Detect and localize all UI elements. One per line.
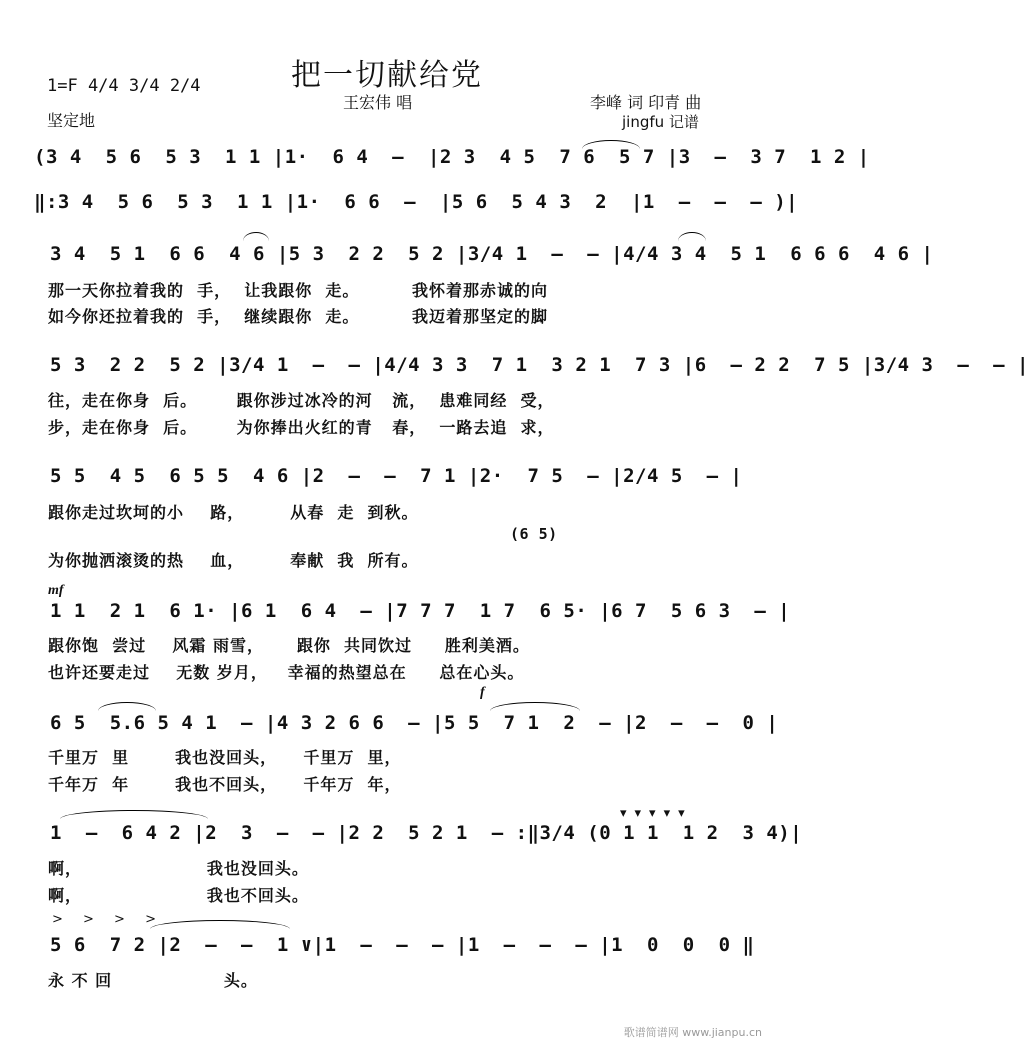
slur <box>98 702 156 711</box>
score-line-1: (3 4 5 6 5 3 1 1 |1· 6 4 – |2 3 4 5 7 6 5 7 |3 – 3 7 1 2 | <box>34 146 870 168</box>
lyrics-line-9: 永 不 回 头。 <box>48 971 258 990</box>
lyrics-line-7-verse-2: 千年万 年 我也不回头， 千年万 年， <box>48 775 402 794</box>
score-line-7: 6 5 5.6 5 4 1 – |4 3 2 6 6 – |5 5 7 1 2 – |2 – – 0 | <box>50 712 779 734</box>
key-signature: 1=F 4/4 3/4 2/4 <box>47 76 201 96</box>
dynamic-mf: mf <box>48 583 64 598</box>
watermark: 歌谱简谱网 www.jianpu.cn <box>623 1026 762 1039</box>
lyrics-line-6-verse-1: 跟你饱 尝过 风霜 雨雪， 跟你 共同饮过 胜利美酒。 <box>48 636 530 655</box>
score-line-8: 1 – 6 4 2 |2 3 – – |2 2 5 2 1 – :‖3/4 (0 1 1 1 2 3 4)| <box>50 822 803 844</box>
lyrics-line-8-verse-1: 啊， 我也没回头。 <box>48 859 309 878</box>
slur <box>243 232 269 241</box>
tie <box>60 810 208 819</box>
lyrics-line-3-verse-2: 如今你还拉着我的 手， 继续跟你 走。 我迈着那坚定的脚 <box>48 307 548 326</box>
transcriber-credit: jingfu 记谱 <box>622 113 699 131</box>
score-line-4: 5 3 2 2 5 2 |3/4 1 – – |4/4 3 3 7 1 3 2 1 7 3 |6 – 2 2 7 5 |3/4 3 – – | <box>50 354 1029 376</box>
lyrics-line-3-verse-1: 那一天你拉着我的 手， 让我跟你 走。 我怀着那赤诚的向 <box>48 281 548 300</box>
song-title: 把一切献给党 <box>291 58 483 93</box>
dynamic-f: f <box>480 685 485 700</box>
lyrics-line-4-verse-2: 步，走在你身 后。 为你捧出火红的青 春， 一路去追 求， <box>48 418 555 437</box>
accent-marks: > > > > <box>52 912 164 927</box>
composer-credit: 李峰 词 印青 曲 <box>590 93 702 112</box>
tie <box>490 702 580 711</box>
lyrics-line-4-verse-1: 往，走在你身 后。 跟你涉过冰冷的河 流， 患难同经 受， <box>48 391 555 410</box>
lyrics-line-5-verse-2: 为你抛洒滚烫的热 血， 奉献 我 所有。 <box>48 551 419 570</box>
lyrics-line-5-verse-1: 跟你走过坎坷的小 路， 从春 走 到秋。 <box>48 503 419 522</box>
score-line-9: 5 6 7 2 |2 – – 1 ∨|1 – – – |1 – – – |1 0 0 0 ‖ <box>50 934 755 956</box>
tempo-marking: 坚定地 <box>47 111 96 130</box>
slur <box>678 232 706 241</box>
score-line-3: 3 4 5 1 6 6 4 6 |5 3 2 2 5 2 |3/4 1 – – |4/4 3 4 5 1 6 6 6 4 6 | <box>50 243 934 265</box>
tie <box>150 920 290 929</box>
lyrics-line-8-verse-2: 啊， 我也不回头。 <box>48 886 309 905</box>
score-line-5: 5 5 4 5 6 5 5 4 6 |2 – – 7 1 |2· 7 5 – |2/4 5 – | <box>50 465 743 487</box>
accent-marks: ▾▾▾▾▾ <box>620 806 693 821</box>
lyrics-line-7-verse-1: 千里万 里 我也没回头， 千里万 里， <box>48 748 402 767</box>
score-line-2: ‖:3 4 5 6 5 3 1 1 |1· 6 6 – |5 6 5 4 3 2 |1 – – – )| <box>34 191 799 213</box>
lyrics-line-6-verse-2: 也许还要走过 无数 岁月， 幸福的热望总在 总在心头。 <box>48 663 525 682</box>
alternate-notes: (6 5) <box>510 525 558 543</box>
singer-credit: 王宏伟 唱 <box>343 93 413 112</box>
score-line-6: 1 1 2 1 6 1· |6 1 6 4 – |7 7 7 1 7 6 5· |6 7 5 6 3 – | <box>50 600 791 622</box>
